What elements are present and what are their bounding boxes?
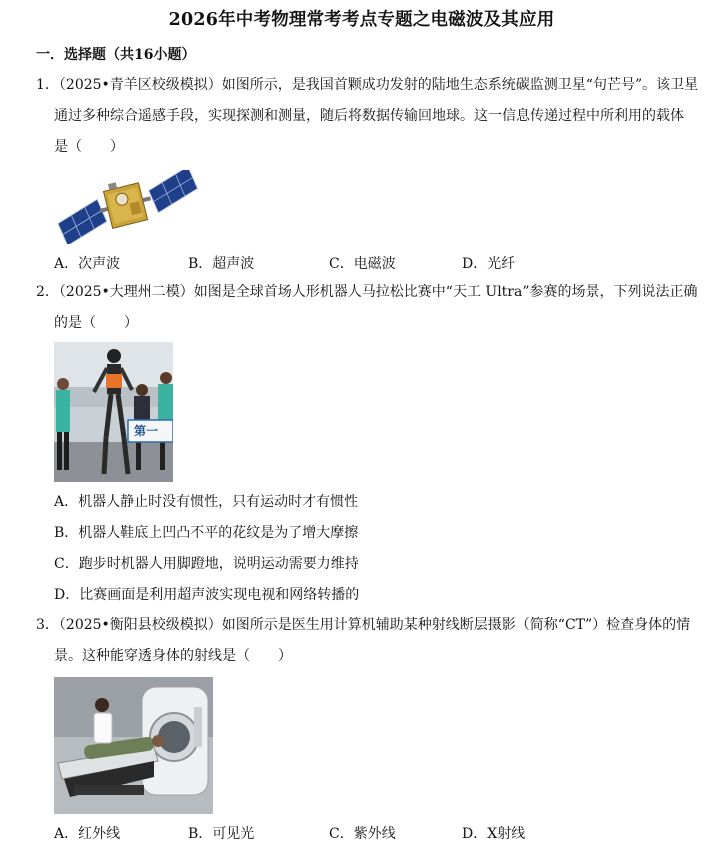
- q1-option-c: C．电磁波: [329, 256, 396, 272]
- satellite-image: [54, 170, 202, 244]
- q3-option-a: A．红外线: [54, 826, 121, 842]
- q2-option-c: C．跑步时机器人用脚蹬地，说明运动需要力维持: [54, 556, 359, 572]
- q3-option-c: C．紫外线: [329, 826, 396, 842]
- section-heading: 一．选择题（共16小题）: [36, 47, 196, 63]
- robot-marathon-photo: [54, 342, 173, 482]
- q2-option-b: B．机器人鞋底上凹凸不平的花纹是为了增大摩擦: [54, 525, 359, 541]
- q1-option-a: A．次声波: [54, 256, 121, 272]
- q1-text-line-2: 通过多种综合遥感手段，实现探测和测量，随后将数据传输回地球。这一信息传递过程中所利用的载体: [54, 108, 684, 124]
- q1-text-line-3: 是（ ）: [54, 139, 124, 155]
- ct-scanner-photo: [54, 677, 213, 814]
- q3-text-line-2: 景。这种能穿透身体的射线是（ ）: [54, 648, 292, 664]
- q3-option-d: D．X射线: [462, 826, 526, 842]
- q2-option-a: A．机器人静止时没有惯性，只有运动时才有惯性: [54, 494, 359, 510]
- q3-text-line-1: 3．（2025•衡阳县校级模拟）如图所示是医生用计算机辅助某种射线断层摄影（简称“CT”）检查身体的情: [36, 617, 691, 633]
- q2-text-line-2: 的是（ ）: [54, 315, 138, 331]
- page-title: 2026年中考物理常考考点专题之电磁波及其应用: [168, 10, 555, 30]
- q1-option-d: D．光纤: [462, 256, 516, 272]
- q1-option-b: B．超声波: [188, 256, 255, 272]
- race-sign-text: 第一: [134, 424, 159, 438]
- q2-text-line-1: 2．（2025•大理州二模）如图是全球首场人形机器人马拉松比赛中“天工 Ultra”参赛的场景，下列说法正确: [36, 284, 698, 300]
- q3-option-b: B．可见光: [188, 826, 255, 842]
- q2-option-d: D．比赛画面是利用超声波实现电视和网络转播的: [54, 587, 360, 603]
- q1-text-line-1: 1．（2025•青羊区校级模拟）如图所示，是我国首颗成功发射的陆地生态系统碳监测卫星“句芒号”。该卫星: [36, 77, 699, 93]
